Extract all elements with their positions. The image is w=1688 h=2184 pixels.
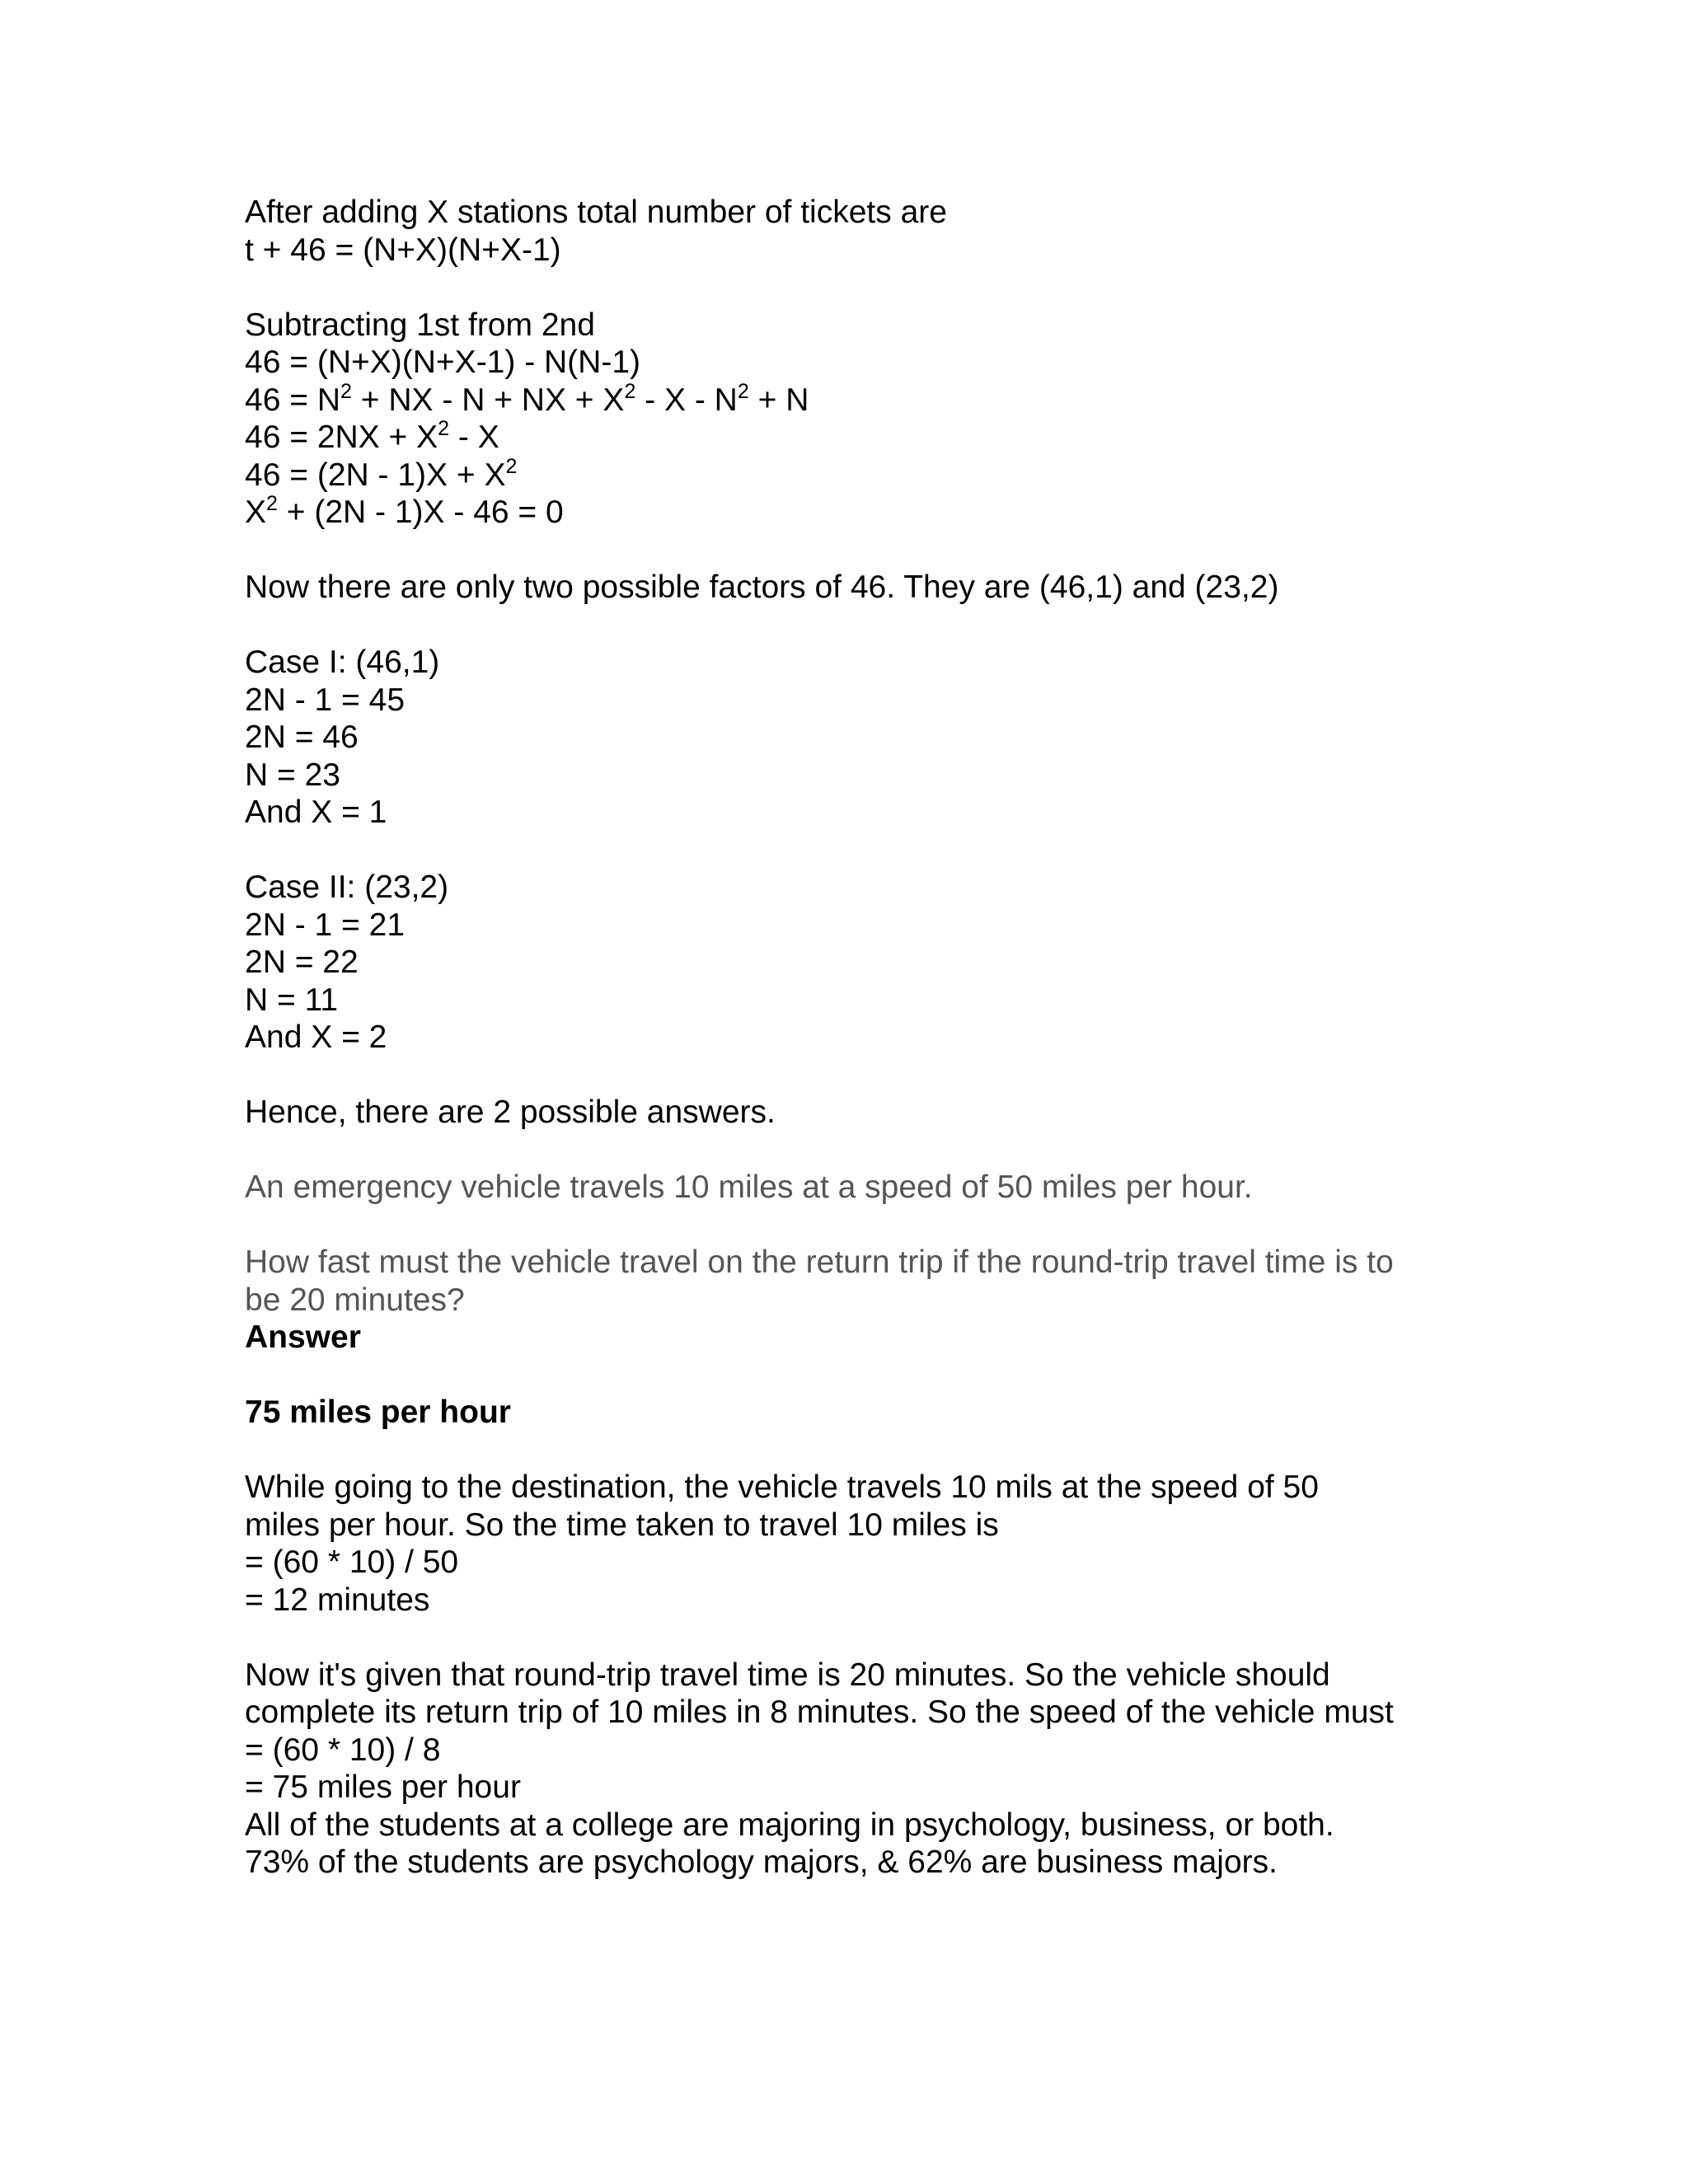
text-line: Now there are only two possible factors of 46. They are (46,1) and (23,2) [245, 569, 1279, 605]
equation-line: t + 46 = (N+X)(N+X-1) [245, 232, 561, 268]
equation-part: 46 = (2N - 1)X + X [245, 457, 506, 493]
equation-line: And X = 1 [245, 794, 387, 830]
equation-line: 2N = 46 [245, 719, 359, 755]
explanation-line: complete its return trip of 10 miles in 8 minutes. So the speed of the vehicle must [245, 1694, 1394, 1730]
explanation-line: miles per hour. So the time taken to travel 10 miles is [245, 1507, 999, 1543]
paragraph-spacer [245, 1207, 1531, 1244]
paragraph-spacer [245, 1357, 1531, 1394]
paragraph-spacer [245, 1132, 1531, 1169]
case-heading: Case I: (46,1) [245, 644, 440, 680]
paragraph-spacer [245, 532, 1531, 569]
paragraph-spacer [245, 269, 1531, 307]
equation-part: - X - N [635, 382, 738, 418]
answer-label: Answer [245, 1319, 361, 1355]
explanation-line: Now it's given that round-trip travel time is 20 minutes. So the vehicle should [245, 1657, 1330, 1693]
superscript: 2 [737, 379, 749, 403]
equation-line [245, 419, 1531, 457]
equation-line: N = 23 [245, 757, 340, 793]
explanation-line: While going to the destination, the vehicle travels 10 mils at the speed of 50 [245, 1469, 1319, 1505]
explanation-line: 73% of the students are psychology majors, & 62% are business majors. [245, 1844, 1278, 1880]
paragraph-spacer [245, 832, 1531, 869]
text-line: After adding X stations total number of tickets are [245, 194, 947, 230]
text-line: Subtracting 1st from 2nd [245, 307, 595, 343]
superscript: 2 [340, 379, 352, 403]
equation-line [245, 379, 1531, 419]
equation-line: 2N = 22 [245, 944, 359, 980]
document-page [245, 194, 1531, 1882]
explanation-line: All of the students at a college are majoring in psychology, business, or both. [245, 1807, 1334, 1843]
paragraph-spacer [245, 1057, 1531, 1094]
answer-value: 75 miles per hour [245, 1394, 511, 1430]
equation-part: X [245, 494, 267, 530]
question-text: How fast must the vehicle travel on the return trip if the round-trip travel time is to [245, 1244, 1394, 1280]
equation-line: 46 = (N+X)(N+X-1) - N(N-1) [245, 344, 640, 380]
explanation-line: = (60 * 10) / 8 [245, 1732, 441, 1768]
equation-part: - X [449, 419, 499, 455]
equation-line: 2N - 1 = 45 [245, 682, 406, 718]
paragraph-spacer [245, 1619, 1531, 1657]
explanation-line: = (60 * 10) / 50 [245, 1544, 459, 1580]
equation-line [245, 494, 1531, 532]
equation-line [245, 454, 1531, 494]
equation-part: 46 = 2NX + X [245, 419, 438, 455]
question-text: An emergency vehicle travels 10 miles at a speed of 50 miles per hour. [245, 1169, 1253, 1205]
conclusion-text: Hence, there are 2 possible answers. [245, 1094, 776, 1130]
equation-line: N = 11 [245, 982, 339, 1018]
paragraph-spacer [245, 1432, 1531, 1469]
superscript: 2 [505, 454, 518, 478]
equation-line: And X = 2 [245, 1019, 387, 1055]
explanation-line: = 12 minutes [245, 1582, 430, 1618]
paragraph-spacer [245, 607, 1531, 644]
equation-part: + N [748, 382, 809, 418]
equation-part: + (2N - 1)X - 46 = 0 [277, 494, 564, 530]
equation-part: 46 = N [245, 382, 340, 418]
superscript: 2 [624, 379, 636, 403]
equation-part: + NX - N + NX + X [351, 382, 625, 418]
question-text: be 20 minutes? [245, 1282, 465, 1318]
case-heading: Case II: (23,2) [245, 869, 449, 905]
superscript: 2 [266, 492, 278, 515]
equation-line: 2N - 1 = 21 [245, 907, 406, 943]
explanation-line: = 75 miles per hour [245, 1769, 521, 1805]
superscript: 2 [438, 417, 450, 440]
